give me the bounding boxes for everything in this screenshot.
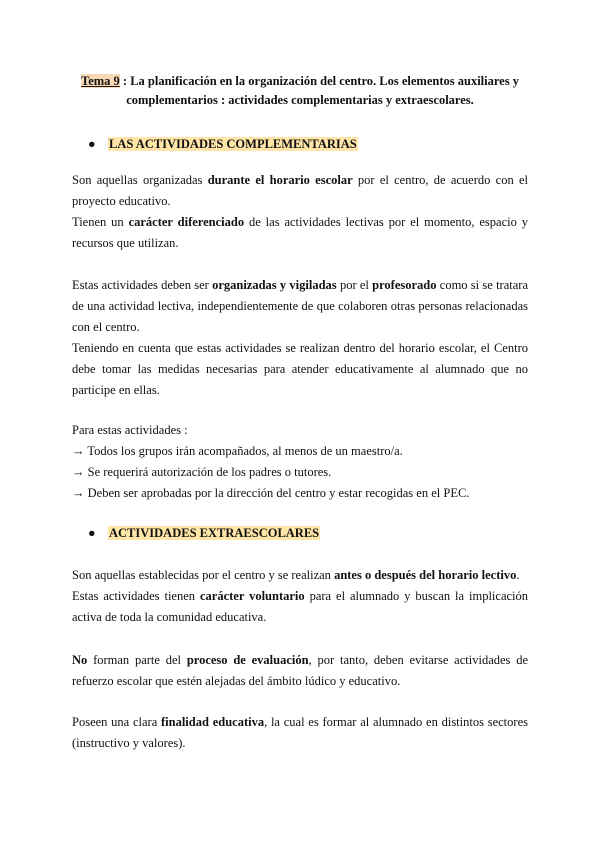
paragraph: Poseen una clara finalidad educativa, la cual es formar al alumnado en distintos sectores (instructivo y valores). [72,715,528,750]
paragraph: Teniendo en cuenta que estas actividades se realizan dentro del horario escolar, el Centro debe tomar las medidas necesarias para atender educativamente al alumnado que no participe en ellas. [72,341,528,397]
paragraph: Son aquellas organizadas durante el horario escolar por el centro, de acuerdo con el proyecto educativo. [72,173,528,208]
paragraph: Tienen un carácter diferenciado de las actividades lectivas por el momento, espacio y recursos que utilizan. [72,215,529,250]
paragraph: No forman parte del proceso de evaluación, por tanto, deben evitarse actividades de refuerzo escolar que estén alejadas del ámbito lúdico y educativo. [72,653,528,688]
section1-intro [72,170,528,254]
topic-number: Tema 9 [81,74,120,88]
section-heading-complementarias: ● LAS ACTIVIDADES COMPLEMENTARIAS [88,137,357,151]
list-item: → Todos los grupos irán acompañados, al menos de un maestro/a. [72,444,403,458]
section2-evaluation [72,650,528,692]
bullet-icon: ● [88,137,96,151]
paragraph: Estas actividades tienen carácter voluntario para el alumnado y buscan la implicación activa de toda la comunidad educativa. [72,589,529,624]
section1-list [72,420,528,504]
bullet-icon: ● [88,526,96,540]
section1-body [72,275,528,401]
section2-intro [72,565,528,628]
paragraph: Estas actividades deben ser organizadas y vigiladas por el profesorado como si se tratara de una actividad lectiva, independientemente de que colaboren otras personas relacionadas con el centro. [72,278,528,334]
list-item: → Deben ser aprobadas por la dirección del centro y estar recogidas en el PEC. [72,486,470,500]
section-heading-extraescolares: ● ACTIVIDADES EXTRAESCOLARES [88,526,320,540]
topic-title: : La planificación en la organización del centro. Los elementos auxiliares y complementarios : actividades complementarias y extraescolares. [119,74,519,107]
page-title [72,72,528,110]
list-intro: Para estas actividades : [72,423,188,437]
section2-purpose [72,712,528,754]
list-item: → Se requerirá autorización de los padres o tutores. [72,465,332,479]
paragraph: Son aquellas establecidas por el centro y se realizan antes o después del horario lectivo. [72,568,520,582]
